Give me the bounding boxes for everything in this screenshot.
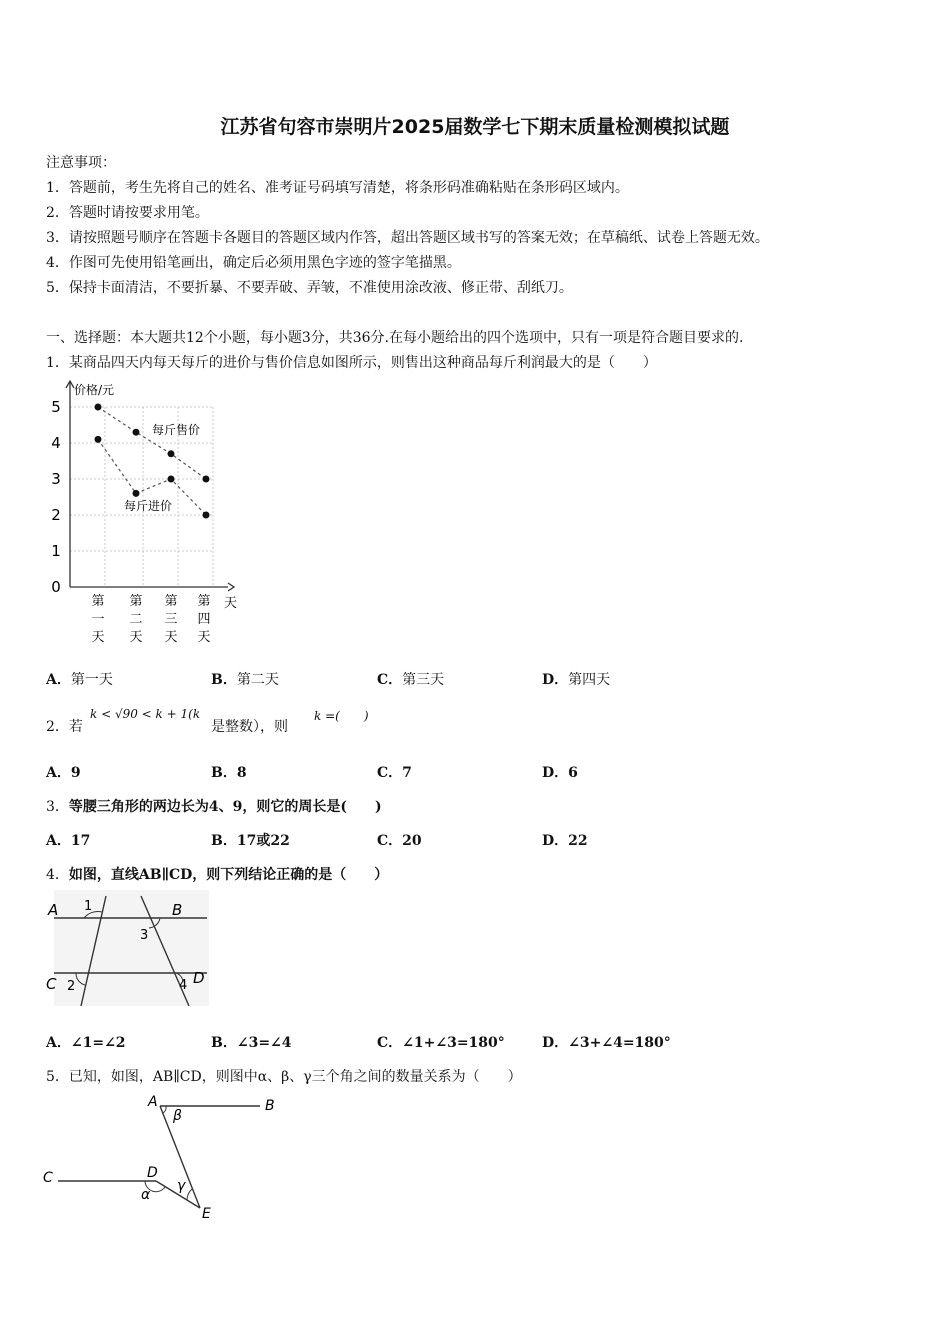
q2-option-d[interactable]: D．6 [542, 765, 578, 781]
note-item: 4．作图可先使用铅笔画出，确定后必须用黑色字迹的签字笔描黑。 [46, 255, 461, 271]
page-title: 江苏省句容市崇明片2025届数学七下期末质量检测模拟试题 [220, 116, 730, 138]
y-tick-label: 4 [51, 434, 61, 452]
label-c: C [43, 1170, 53, 1186]
x-tick-label: 二 [129, 612, 143, 627]
angle-gamma-label: γ [177, 1178, 186, 1194]
q2-option-b[interactable]: B．8 [211, 765, 247, 781]
q3-option-a[interactable]: A．17 [46, 833, 91, 849]
y-tick-label: 1 [51, 542, 61, 560]
series-label: 每斤进价 [124, 499, 173, 513]
angle-beta-label: β [173, 1108, 182, 1124]
note-item: 1．答题前，考生先将自己的姓名、准考证号码填写清楚，将条形码准确粘贴在条形码区域内。 [46, 180, 629, 196]
q3-option-b[interactable]: B．17或22 [211, 833, 290, 849]
data-point [203, 512, 210, 519]
q1-option-d[interactable]: D．第四天 [542, 672, 611, 688]
label-d: D [147, 1165, 158, 1181]
q4-option-d[interactable]: D．∠3+∠4=180° [542, 1035, 671, 1051]
x-tick-label: 天 [129, 630, 143, 645]
q4-parallel-lines-figure [44, 890, 214, 1008]
q2-answer-math: k =( ) [314, 709, 369, 723]
q1-option-b[interactable]: B．第二天 [211, 672, 279, 688]
q1-option-c[interactable]: C．第三天 [377, 672, 445, 688]
x-tick-label: 第 [129, 594, 143, 609]
data-point [133, 429, 140, 436]
label-a: A [48, 901, 59, 919]
y-tick-label: 5 [51, 398, 61, 416]
data-point [133, 490, 140, 497]
x-tick-label: 第 [91, 594, 105, 609]
data-point [95, 436, 102, 443]
q2-condition-text: 是整数），则 [211, 719, 288, 735]
q4-option-c[interactable]: C．∠1+∠3=180° [377, 1035, 505, 1051]
data-point [168, 476, 175, 483]
y-tick-label: 2 [51, 506, 61, 524]
q4-stem: 4．如图，直线AB∥CD，则下列结论正确的是（ ） [46, 867, 389, 883]
series-label: 每斤售价 [152, 423, 201, 437]
q2-option-c[interactable]: C．7 [377, 765, 412, 781]
q2-condition-math: k < √90 < k + 1(k [90, 707, 201, 721]
y-tick-label: 0 [51, 578, 61, 596]
q2-option-a[interactable]: A．9 [46, 765, 81, 781]
note-item: 5．保持卡面清洁，不要折暴、不要弄破、弄皱，不准使用涂改液、修正带、刮纸刀。 [46, 280, 573, 296]
x-tick-label: 第 [197, 594, 211, 609]
x-axis-arrow [228, 583, 234, 591]
q4-option-a[interactable]: A．∠1=∠2 [46, 1035, 126, 1051]
x-tick-label: 天 [91, 630, 105, 645]
q4-option-b[interactable]: B．∠3=∠4 [211, 1035, 292, 1051]
q5-angle-figure [40, 1090, 290, 1225]
y-axis-label: 价格/元 [74, 383, 115, 397]
q3-option-d[interactable]: D．22 [542, 833, 588, 849]
label-c: C [46, 975, 57, 993]
q3-stem: 3．等腰三角形的两边长为4、9，则它的周长是( ) [46, 799, 382, 815]
x-tick-label: 一 [91, 612, 105, 627]
section-heading: 一、选择题：本大题共12个小题，每小题3分，共36分.在每小题给出的四个选项中，只有一项是符合题目要求的. [46, 330, 744, 346]
angle-4-label: 4 [179, 978, 188, 993]
x-tick-label: 四 [197, 612, 211, 627]
q2-number: 2．若 [46, 719, 83, 735]
label-a: A [148, 1094, 158, 1110]
q1-option-a[interactable]: A．第一天 [46, 672, 113, 688]
note-item: 2．答题时请按要求用笔。 [46, 205, 209, 221]
q3-option-c[interactable]: C．20 [377, 833, 422, 849]
x-tick-label: 第 [164, 594, 178, 609]
angle-2-label: 2 [67, 979, 76, 994]
x-tick-label: 三 [164, 612, 178, 627]
data-point [168, 450, 175, 457]
y-tick-label: 3 [51, 470, 61, 488]
chart-axes [66, 381, 234, 591]
label-d: D [193, 969, 205, 987]
q1-stem: 1．某商品四天内每天每斤的进价与售价信息如图所示，则售出这种商品每斤利润最大的是（ ） [46, 355, 657, 371]
label-b: B [265, 1098, 275, 1114]
x-axis-label: 天 [224, 596, 238, 611]
angle-1-label: 1 [84, 899, 93, 914]
data-point [203, 476, 210, 483]
label-e: E [202, 1206, 211, 1222]
angle-alpha-label: α [141, 1187, 151, 1203]
data-point [95, 404, 102, 411]
q5-stem: 5．已知，如图，AB∥CD，则图中α、β、γ三个角之间的数量关系为（ ） [46, 1069, 522, 1085]
angle-3-label: 3 [140, 928, 149, 943]
notes-heading: 注意事项： [46, 155, 116, 171]
label-b: B [172, 901, 183, 919]
note-item: 3．请按照题号顺序在答题卡各题目的答题区域内作答，超出答题区域书写的答案无效；在草稿纸、试卷上答题无效。 [46, 230, 769, 246]
x-tick-label: 天 [164, 630, 178, 645]
q1-price-chart [46, 376, 246, 646]
x-tick-label: 天 [197, 630, 211, 645]
